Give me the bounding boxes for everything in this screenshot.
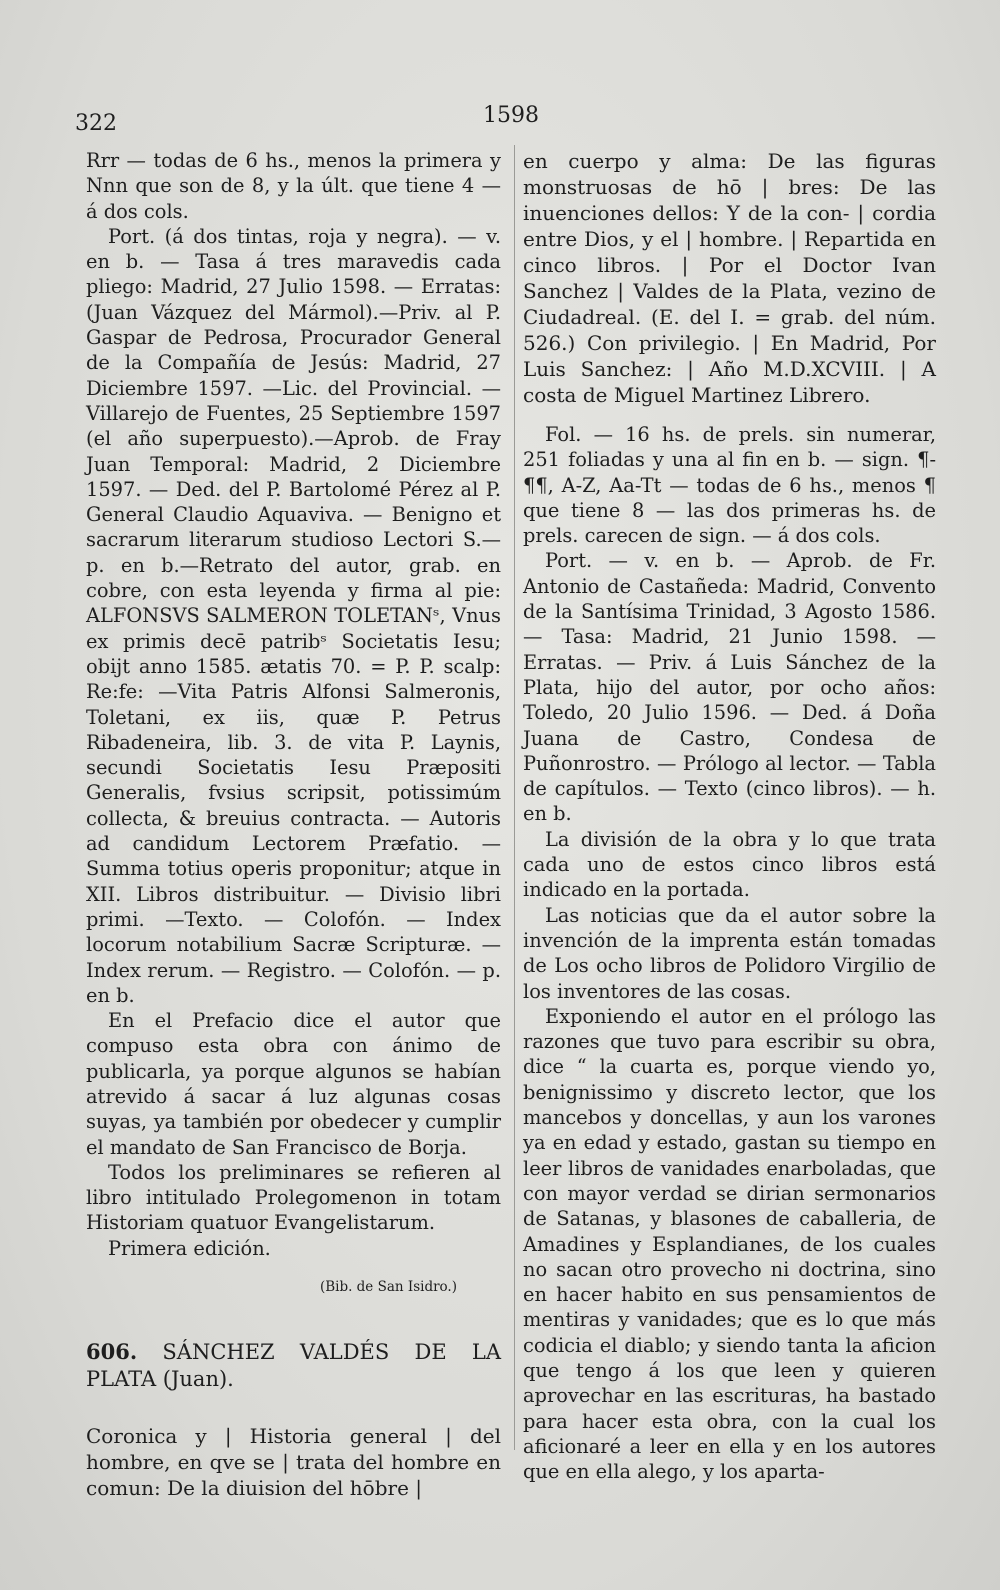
collation-paragraph-right: Fol. — 16 hs. de prels. sin numerar, 251 foliadas y una al fin en b. — sign. ¶- ¶¶, A-Z, Aa-Tt — todas de 6 hs., menos ¶ que tiene 8 — las dos primeras hs. de prels. carecen de sign. — á dos cols. bbox=[523, 423, 936, 548]
column-divider bbox=[514, 145, 515, 1450]
noticias-paragraph: Las noticias que da el autor sobre la invención de la imprenta están tomadas de Los ocho libros de Polidoro Virgilio de los inventores de las cosas. bbox=[523, 903, 936, 1003]
edition-note: Primera edición. bbox=[108, 1236, 271, 1260]
contents-paragraph: Port. (á dos tintas, roja y negra). — v. en b. — Tasa á tres maravedis cada pliego: Madrid, 27 Julio 1598. — Erratas: (Juan Vázquez del Mármol).—Priv. al P. Gaspar de Pedrosa, Procurador General de la Compañía de Jesús: Madrid, 27 Diciembre 1597. —Lic. del Provincial. —Villarejo de Fuentes, 25 Septiembre 1597 (el año superpuesto).—Aprob. de Fray Juan Temporal: Madrid, 2 Diciembre 1597. — Ded. del P. Bartolomé Pérez al P. General Claudio Aquaviva. — Benigno et sacrarum literarum studioso Lectori S.—p. en b.—Retrato del autor, grab. en cobre, con esta leyenda y firma al pie: ALFONSVS SALMERON TOLETANˢ, Vnus ex primis decē patribˢ Societatis Iesu; obijt anno 1585. ætatis 70. = P. P. scalp: Re:fe: —Vita Patris Alfonsi Salmeronis, Toletani, ex iis, quæ P. Petrus Ribadeneira, lib. 3. de vita P. Laynis, secundi Societatis Iesu Præpositi Generalis, fvsius scripsit, potissimúm collecta, & breuius contracta. — Autoris ad candidum Lectorem Præfatio. — Summa totius operis proponitur; atque in XII. Libros distribuitur. — Divisio libri primi. —Texto. — Colofón. — Index locorum notabilium Sacræ Scripturæ. — Index rerum. — Registro. — Colofón. — p. en b. bbox=[86, 224, 501, 1007]
right-column bbox=[523, 148, 936, 1484]
collation-paragraph: Rrr — todas de 6 hs., menos la primera y Nnn que son de 8, y la últ. que tiene 4 — á dos cols. bbox=[86, 149, 501, 223]
preliminares-paragraph: Todos los preliminares se refieren al libro intitulado Prolegomenon in totam Historiam quatuor Evangelistarum. bbox=[86, 1160, 501, 1235]
entry-heading bbox=[86, 1338, 501, 1393]
division-paragraph: La división de la obra y lo que trata cada uno de estos cinco libros está indicado en la portada. bbox=[523, 827, 936, 902]
prefacio-paragraph: En el Prefacio dice el autor que compuso esta obra con ánimo de publicarla, ya porque algunos se habían atrevido á sacar á luz algunas cosas suyas, ya también por obedecer y cumplir el mandato de San Francisco de Borja. bbox=[86, 1009, 501, 1159]
running-head-year: 1598 bbox=[483, 103, 539, 128]
prologo-paragraph: Exponiendo el autor en el prólogo las razones que tuvo para escribir su obra, dice “ la cuarta es, porque viendo yo, benignissimo y discreto lector, que los mancebos y doncellas, y aun los varones ya en edad y estado, gastan su tiempo en leer libros de vanidades enarboladas, que con mayor verdad se dirian sermonarios de Satanas, y blasones de caballeria, de Amadines y Esplandianes, de los cuales no sacan otro provecho ni doctrina, sino en hacer habito en sus pensamientos de mentiras y vanidades; que es lo que más codicia el diablo; y siendo tanta la aficion que tengo á los que leen y quieren aprovechar en las escrituras, ha bastado para hacer esta obra, con la cual los aficionaré a leer en ella y en los autores que en ella alego, y los aparta- bbox=[523, 1004, 936, 1484]
entry-number: 606. bbox=[86, 1339, 138, 1365]
entry-title-start: Coronica y | Historia general | del hombre, en qve se | trata del hombre en comun: De la diuision del hōbre | bbox=[86, 1424, 501, 1501]
left-column bbox=[86, 148, 501, 1501]
page-number: 322 bbox=[75, 111, 117, 136]
page-header bbox=[0, 103, 1000, 136]
entry-title-continued: en cuerpo y alma: De las figuras monstruosas de hō | bres: De las inuenciones dellos: Y de la con- | cordia entre Dios, y el | hombre. | Repartida en cinco libros. | Por el Doctor Ivan Sanchez | Valdes de la Plata, vezino de Ciudadreal. (E. del I. = grab. del núm. 526.) Con privilegio. | En Madrid, Por Luis Sanchez: | Año M.D.XCVIII. | A costa de Miguel Martinez Librero. bbox=[523, 149, 936, 407]
contents-paragraph-right: Port. — v. en b. — Aprob. de Fr. Antonio de Castañeda: Madrid, Convento de la Santísima Trinidad, 3 Agosto 1586. — Tasa: Madrid, 21 Junio 1598. — Erratas. — Priv. á Luis Sánchez de la Plata, hijo del autor, por ocho años: Toledo, 20 Julio 1596. — Ded. á Doña Juana de Castro, Condesa de Puñonrostro. — Prólogo al lector. — Tabla de capítulos. — Texto (cinco libros). — h. en b. bbox=[523, 549, 936, 826]
library-source: (Bib. de San Isidro.) bbox=[319, 1279, 457, 1296]
entry-author: SÁNCHEZ VALDÉS DE LA PLATA (Juan). bbox=[86, 1340, 501, 1392]
